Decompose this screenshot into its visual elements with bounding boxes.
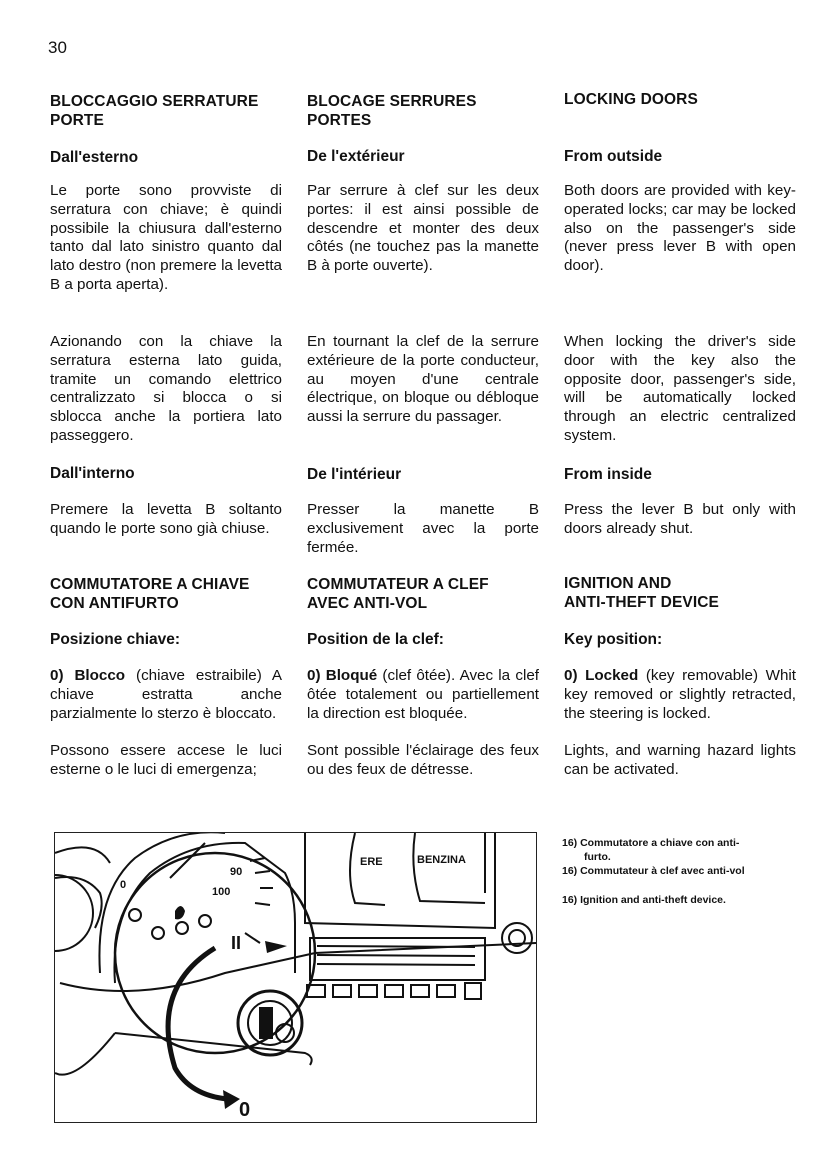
ignition-position-zero: 0 — [239, 1099, 251, 1121]
section-title-ignition: COMMUTATEUR A CLEF AVEC ANTI-VOL — [307, 576, 489, 612]
paragraph-lights: Sont possible l'éclairage des feux ou des feux de détresse. — [307, 742, 539, 778]
paragraph-position-0: 0) Bloqué (clef ôtée). Avec la clef ôtée totalement ou partiellement la direction est bloquée. — [307, 667, 539, 722]
ignition-illustration — [54, 832, 537, 1123]
ignition-position-roman: II — [231, 933, 242, 953]
paragraph-central-locking: En tournant la clef de la serrure extérieure de la porte conducteur, au moyen d'une centrale électrique, on bloque ou débloque aussi la serrure du passager. — [307, 333, 539, 426]
section-title-ignition: COMMUTATORE A CHIAVE CON ANTIFURTO — [50, 576, 250, 612]
subheading-outside: De l'extérieur — [307, 148, 405, 165]
paragraph-outside: Both doors are provided with key-operated locks; car may be locked also on the passenger's side (never press lever B with open door). — [564, 182, 796, 275]
section-title-locking: BLOCCAGGIO SERRATURE PORTE — [50, 93, 259, 129]
gauge-label: ERE — [360, 856, 383, 868]
speedometer-tick-0: 0 — [120, 879, 127, 891]
paragraph-outside: Par serrure à clef sur les deux portes: il est ainsi possible de descendre et monter des deux côtés (ne touchez pas la manette B à porte ouverte). — [307, 182, 539, 275]
subheading-inside: From inside — [564, 466, 652, 483]
subheading-key-position: Posizione chiave: — [50, 631, 181, 648]
section-title-ignition: IGNITION AND ANTI-THEFT DEVICE — [564, 575, 719, 611]
caption-italian: 16) Commutatore a chiave con anti- furto. — [562, 837, 740, 863]
page-number: 30 — [48, 38, 67, 57]
paragraph-inside: Press the lever B but only with doors already shut. — [564, 501, 796, 537]
speedometer-tick-90: 90 — [230, 866, 243, 878]
section-title-locking: BLOCAGE SERRURES PORTES — [307, 93, 477, 129]
paragraph-lights: Lights, and warning hazard lights can be activated. — [564, 742, 796, 778]
caption-english: 16) Ignition and anti-theft device. — [562, 894, 726, 906]
paragraph-position-0: 0) Locked (key removable) Whit key removed or slightly retracted, the steering is locked. — [564, 667, 796, 722]
caption-french: 16) Commutateur à clef avec anti-vol — [562, 865, 745, 877]
paragraph-inside: Premere la levetta B soltanto quando le porte sono già chiuse. — [50, 501, 282, 537]
dashboard-drawing — [55, 833, 536, 1122]
subheading-inside: De l'intérieur — [307, 466, 402, 483]
speedometer-tick-100: 100 — [212, 886, 231, 898]
paragraph-central-locking: When locking the driver's side door with the key also the opposite door, passenger's side, will be automatically locked through an electric centralized system. — [564, 333, 796, 444]
fuel-gauge-label: BENZINA — [417, 854, 466, 866]
paragraph-lights: Possono essere accese le luci esterne o le luci di emergenza; — [50, 742, 282, 778]
subheading-outside: From outside — [564, 148, 663, 165]
section-title-locking: LOCKING DOORS — [564, 91, 698, 108]
paragraph-position-0: 0) Blocco (chiave estraibile) A chiave estratta anche parzialmente lo sterzo è bloccato. — [50, 667, 283, 722]
paragraph-outside: Le porte sono provviste di serratura con chiave; è quindi possibile la chiusura dall'esterno tanto dal lato sinistro quanto dal lato destro (non premere la levetta B a porta aperta). — [50, 182, 282, 293]
paragraph-inside: Presser la manette B exclusivement avec la porte fermée. — [307, 501, 539, 556]
subheading-key-position: Key position: — [564, 631, 663, 648]
subheading-outside: Dall'esterno — [50, 149, 139, 166]
paragraph-central-locking: Azionando con la chiave la serratura esterna lato guida, tramite un comando elettrico centralizzato si blocca o si sblocca anche la portiera lato passeggero. — [50, 333, 282, 444]
subheading-inside: Dall'interno — [50, 465, 135, 482]
subheading-key-position: Position de la clef: — [307, 631, 444, 648]
